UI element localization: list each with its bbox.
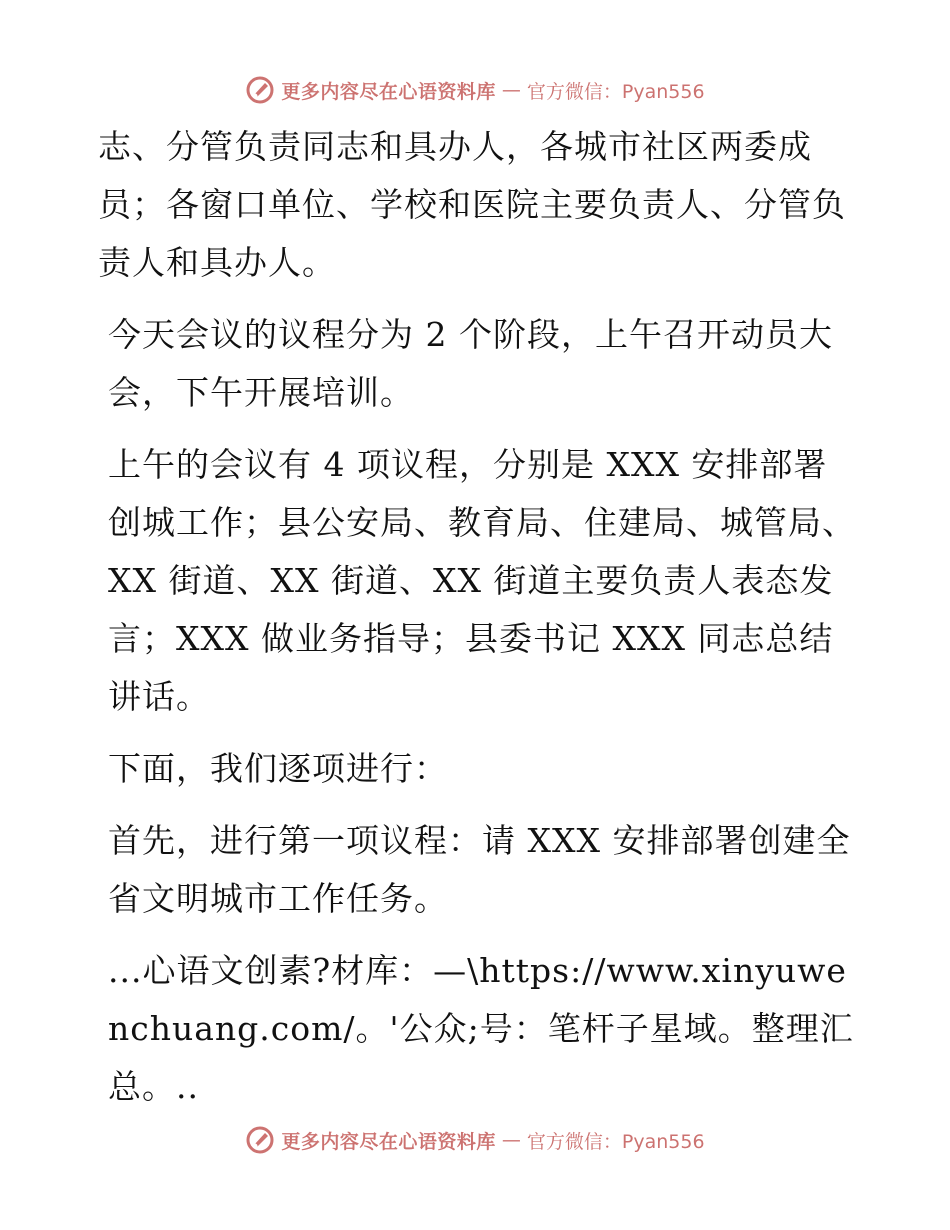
footer-separator: — [501, 1129, 521, 1151]
header-promo-text: 更多内容尽在心语资料库 [281, 80, 496, 103]
header-banner [0, 70, 950, 110]
paragraph-proceed: 下面，我们逐项进行： [108, 749, 448, 788]
header-separator: — [501, 79, 521, 101]
footer-banner [0, 1120, 950, 1160]
paragraph-source-note: ...心语文创素?材库：—\https://www.xinyuwenchuang.com/。'公众;号：笔杆子星域。整理汇总。.. [108, 951, 854, 1106]
paragraph-agenda-stages: 今天会议的议程分为 2 个阶段，上午召开动员大会，下午开展培训。 [108, 315, 833, 412]
logo-icon [245, 75, 275, 105]
header-wechat-text: 官方微信：Pyan556 [526, 80, 705, 103]
paragraph-first-item: 首先，进行第一项议程：请 XXX 安排部署创建全省文明城市工作任务。 [108, 821, 851, 918]
document-body [98, 118, 858, 1130]
paragraph-attendees: 志、分管负责同志和具办人，各城市社区两委成员；各窗口单位、学校和医院主要负责人、分管负责人和具办人。 [98, 127, 846, 282]
paragraph-morning-agenda: 上午的会议有 4 项议程，分别是 XXX 安排部署创城工作；县公安局、教育局、住建局、城管局、XX 街道、XX 街道、XX 街道主要负责人表态发言；XXX 做业务指导；县委书记 XXX 同志总结讲话。 [108, 445, 856, 716]
footer-wechat-text: 官方微信：Pyan556 [526, 1130, 705, 1153]
logo-icon [245, 1125, 275, 1155]
footer-promo-text: 更多内容尽在心语资料库 [281, 1130, 496, 1153]
